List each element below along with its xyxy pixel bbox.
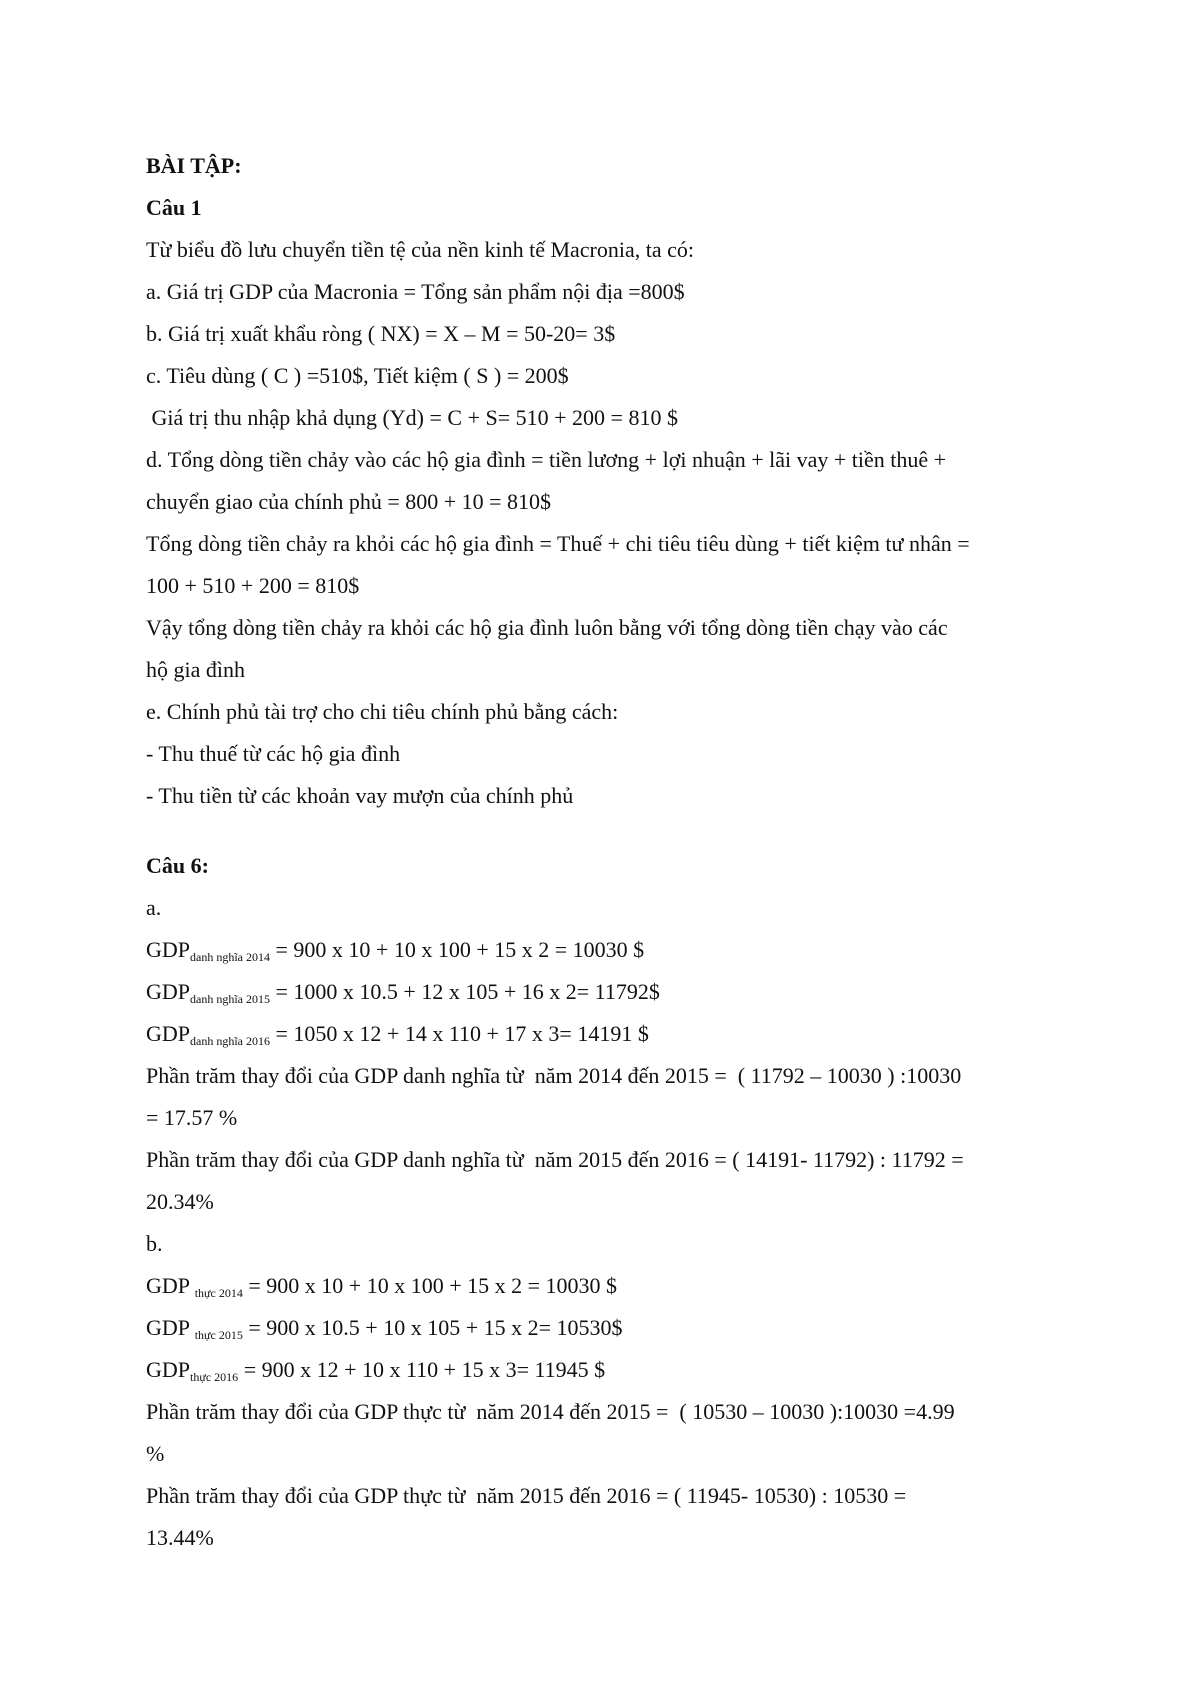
gdp-real-2014 [146,1265,1066,1307]
gdp-subscript: thực 2014 [194,1286,243,1300]
pct-change-nominal-2015-2016: Phần trăm thay đổi của GDP danh nghĩa từ năm 2015 đến 2016 = ( 14191- 11792) : 11792 = [146,1147,964,1172]
gdp-nominal-2016 [146,1013,1066,1055]
gdp-subscript: danh nghĩa 2015 [190,992,271,1006]
cau1-line: d. Tổng dòng tiền chảy vào các hộ gia đình = tiền lương + lợi nhuận + lãi vay + tiền thuê + [146,447,947,472]
gdp-nominal-2014 [146,929,1066,971]
gdp-formula: = 1050 x 12 + 14 x 110 + 17 x 3= 14191 $ [270,1021,649,1046]
cau1-line: Vậy tổng dòng tiền chảy ra khỏi các hộ gia đình luôn bằng với tổng dòng tiền chạy vào các [146,615,948,640]
cau1-line: 100 + 510 + 200 = 810$ [146,573,360,598]
gdp-formula: = 900 x 12 + 10 x 110 + 15 x 3= 11945 $ [238,1357,606,1382]
gdp-formula: = 900 x 10 + 10 x 100 + 15 x 2 = 10030 $ [270,937,645,962]
part-a-label: a. [146,895,162,920]
part-b-label: b. [146,1231,163,1256]
gdp-real-2015 [146,1307,1066,1349]
gdp-base: GDP [146,1357,191,1382]
cau1-line: a. Giá trị GDP của Macronia = Tổng sản phẩm nội địa =800$ [146,279,685,304]
gdp-base: GDP [146,937,191,962]
pct-change-real-2014-2015: Phần trăm thay đổi của GDP thực từ năm 2014 đến 2015 = ( 10530 – 10030 ):10030 =4.99 [146,1399,955,1424]
cau6-title: Câu 6: [146,853,209,878]
cau1-line: - Thu thuế từ các hộ gia đình [146,741,401,766]
cau1-line: c. Tiêu dùng ( C ) =510$, Tiết kiệm ( S ) = 200$ [146,363,569,388]
pct-change-nominal-2014-2015: Phần trăm thay đổi của GDP danh nghĩa từ năm 2014 đến 2015 = ( 11792 – 10030 ) :10030 [146,1063,962,1088]
pct-change-nominal-2015-2016-result: 20.34% [146,1189,214,1214]
cau1-line: - Thu tiền từ các khoản vay mượn của chính phủ [146,783,574,808]
page-heading: BÀI TẬP: [146,153,242,178]
cau1-line: Giá trị thu nhập khả dụng (Yd) = C + S= 510 + 200 = 810 $ [146,405,678,430]
document-body [146,145,1066,1559]
cau1-line: e. Chính phủ tài trợ cho chi tiêu chính phủ bằng cách: [146,699,619,724]
pct-change-nominal-2014-2015-result: = 17.57 % [146,1105,238,1130]
cau1-line: Tổng dòng tiền chảy ra khỏi các hộ gia đình = Thuế + chi tiêu tiêu dùng + tiết kiệm tư nhân = [146,531,970,556]
cau1-line: hộ gia đình [146,657,245,682]
gdp-base: GDP [146,1021,191,1046]
gdp-subscript: danh nghĩa 2014 [190,950,271,964]
gdp-base: GDP [146,1315,195,1340]
cau1-title: Câu 1 [146,195,202,220]
pct-change-real-2015-2016: Phần trăm thay đổi của GDP thực từ năm 2015 đến 2016 = ( 11945- 10530) : 10530 = [146,1483,907,1508]
gdp-base: GDP [146,979,191,1004]
gdp-subscript: danh nghĩa 2016 [190,1034,271,1048]
pct-change-real-2014-2015-result: % [146,1441,165,1466]
pct-change-real-2015-2016-result: 13.44% [146,1525,214,1550]
gdp-formula: = 900 x 10 + 10 x 100 + 15 x 2 = 10030 $ [242,1273,618,1298]
gdp-formula: = 1000 x 10.5 + 12 x 105 + 16 x 2= 11792$ [270,979,660,1004]
gdp-subscript: thực 2016 [190,1370,239,1384]
gdp-nominal-2015 [146,971,1066,1013]
gdp-real-2016 [146,1349,1066,1391]
gdp-formula: = 900 x 10.5 + 10 x 105 + 15 x 2= 10530$ [242,1315,623,1340]
gdp-subscript: thực 2015 [194,1328,243,1342]
cau1-line: b. Giá trị xuất khẩu ròng ( NX) = X – M = 50-20= 3$ [146,321,616,346]
gdp-base: GDP [146,1273,195,1298]
cau1-line: chuyển giao của chính phủ = 800 + 10 = 810$ [146,489,552,514]
section-gap [146,817,1066,845]
cau1-line: Từ biểu đồ lưu chuyển tiền tệ của nền kinh tế Macronia, ta có: [146,237,695,262]
